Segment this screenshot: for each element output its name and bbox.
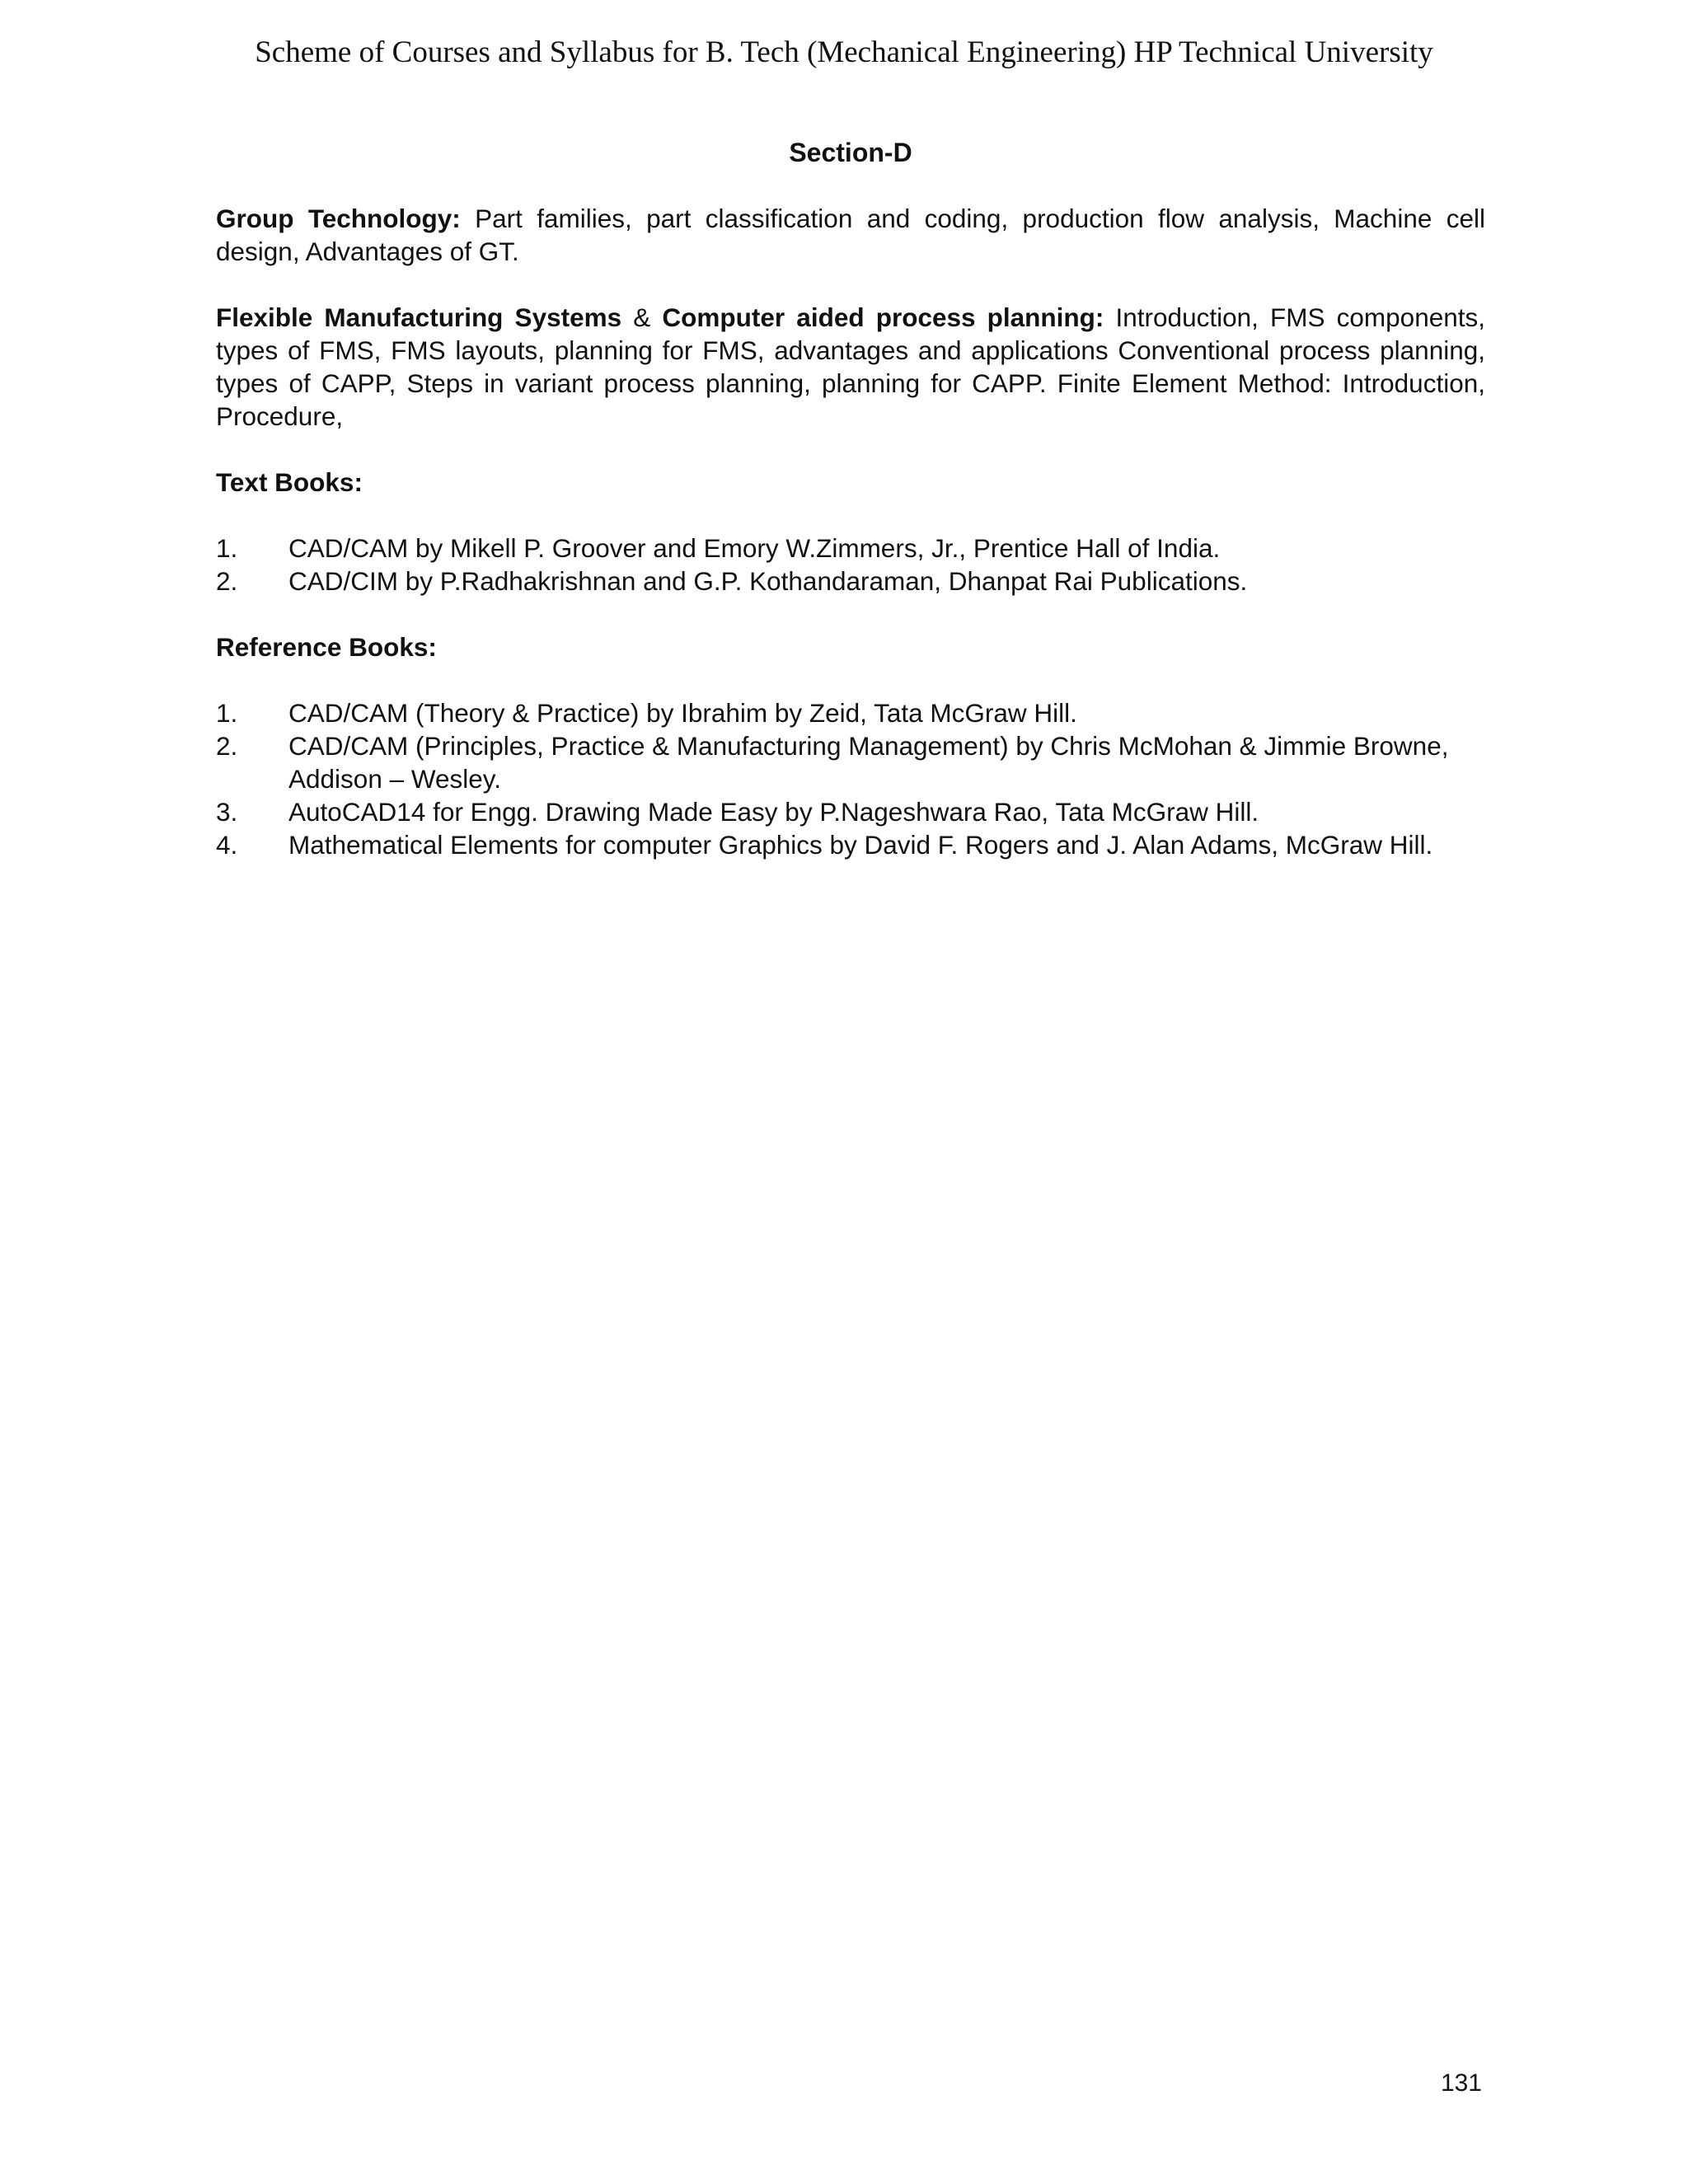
list-item-text: CAD/CAM by Mikell P. Groover and Emory W.Zimmers, Jr., Prentice Hall of India.: [288, 533, 1221, 563]
list-item-number: 4.: [216, 830, 238, 860]
list-item-text: CAD/CIM by P.Radhakrishnan and G.P. Kothandaraman, Dhanpat Rai Publications.: [288, 566, 1248, 596]
reference-books-heading: Reference Books:: [216, 632, 437, 662]
page-header: Scheme of Courses and Syllabus for B. Tech (Mechanical Engineering) HP Technical University: [255, 35, 1433, 69]
list-item-text: CAD/CAM (Theory & Practice) by Ibrahim by Zeid, Tata McGraw Hill.: [288, 698, 1077, 728]
fms-capp-paragraph: [216, 301, 1485, 433]
section-title: Section-D: [789, 138, 912, 167]
fms-connector: &: [621, 302, 663, 332]
text-books-heading: Text Books:: [216, 467, 363, 497]
list-item: [216, 729, 1485, 795]
list-item-number: 1.: [216, 533, 238, 563]
reference-books-list: [216, 696, 1485, 861]
list-item: [216, 565, 1485, 598]
page-number: 131: [1440, 2069, 1482, 2097]
list-item: [216, 795, 1485, 828]
group-technology-paragraph: [216, 202, 1485, 268]
list-item: [216, 828, 1485, 861]
text-books-list: [216, 532, 1485, 598]
page-content: [216, 136, 1485, 894]
fms-capp-text: Introduction, FMS components, types of FMS, FMS layouts, planning for FMS, advantages and applications Conventional process planning, types of CAPP, Steps in variant process planning, planning for CAPP. Finite Element Method: Introduction, Procedure,: [216, 302, 1485, 431]
list-item: [216, 532, 1485, 565]
list-item-number: 2.: [216, 731, 238, 761]
list-item-number: 2.: [216, 566, 238, 596]
list-item-number: 1.: [216, 698, 238, 728]
list-item-text: CAD/CAM (Principles, Practice & Manufacturing Management) by Chris McMohan & Jimmie Browne, Addison – Wesley.: [288, 731, 1449, 794]
list-item-text: Mathematical Elements for computer Graphics by David F. Rogers and J. Alan Adams, McGraw Hill.: [288, 830, 1433, 860]
group-technology-heading: Group Technology:: [216, 204, 461, 233]
list-item-text: AutoCAD14 for Engg. Drawing Made Easy by P.Nageshwara Rao, Tata McGraw Hill.: [288, 797, 1259, 827]
group-technology-text: Part families, part classification and coding, production flow analysis, Machine cell design, Advantages of GT.: [216, 204, 1485, 266]
list-item-number: 3.: [216, 797, 238, 827]
fms-heading: Flexible Manufacturing Systems: [216, 302, 622, 332]
capp-heading: Computer aided process planning:: [662, 302, 1104, 332]
list-item: [216, 696, 1485, 729]
